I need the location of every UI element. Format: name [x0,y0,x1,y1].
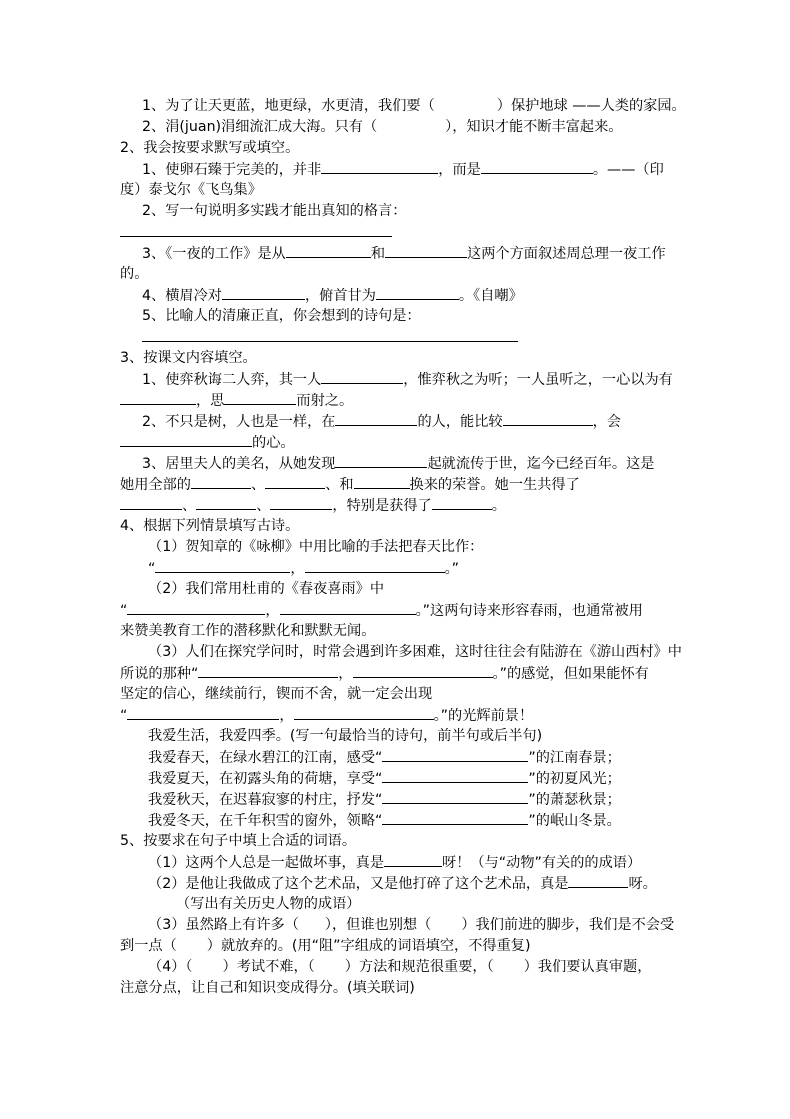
section-4-heading: 4、根据下列情景填写古诗。 [120,518,300,534]
q2-4-line: 4、横眉冷对 ，俯首甘为 。《自嘲》 [142,285,702,306]
q4-4-winter: 我爱冬天，在千年积雪的窗外，领略“ ”的岷山冬景。 [148,810,708,831]
q3-2-line: 2、不只是树，人也是一样，在 的人，能比较 ，会 [142,411,702,432]
q4-2-line: （2）我们常用杜甫的《春夜喜雨》中 [148,581,385,597]
blank[interactable] [353,663,493,678]
blank[interactable] [120,495,182,510]
q3-2-line-2: 的心。 [120,432,680,453]
q4-2-answer: “ ， 。”这两句诗来形容春雨，也通常被用 [120,600,680,621]
blank[interactable] [382,747,528,762]
section-2-heading: 2、我会按要求默写或填空。 [120,140,300,156]
q4-3-answer: “ ， 。”的光辉前景！ [120,705,680,726]
blank[interactable] [503,411,593,426]
q4-3-line-3: 坚定的信心，继续前行，锲而不舍，就一定会出现 [120,686,433,702]
blank[interactable] [384,852,442,867]
q2-3-line: 3、《一夜的工作》是从 和 这两个方面叙述周总理一夜工作 [142,243,702,264]
q4-3-line: （3）人们在探究学问时，时常会遇到许多困难，这时往往会有陆游在《游山西村》中 [148,644,682,660]
blank[interactable] [568,873,628,888]
q5-2-line-2: （写出有关历史人物的成语） [176,896,361,912]
blank[interactable] [321,369,403,384]
q3-3-line-2: 她用全部的 、 、和 换来的荣誉。她一生共得了 [120,474,680,495]
blank[interactable] [127,600,265,615]
q5-4-line: （4）（ ）考试不难，（ ）方法和规范很重要，（ ）我们要认真审题， [148,959,652,975]
q4-4-autumn: 我爱秋天，在迟暮寂寥的村庄，抒发“ ”的萧瑟秋景； [148,789,708,810]
blank[interactable] [120,390,196,405]
blank[interactable] [382,789,528,804]
blank[interactable] [270,495,332,510]
blank[interactable] [335,453,427,468]
q3-3-line-3: 、 、 ，特别是获得了 。 [120,495,680,516]
blank[interactable] [432,495,492,510]
blank[interactable] [196,495,256,510]
q5-3-line-2: 到一点（ ）就放弃的。(用“阻”字组成的词语填空，不得重复) [120,938,531,954]
q2-5-line: 5、比喻人的清廉正直，你会想到的诗句是： [142,308,421,324]
q4-4-intro: 我爱生活，我爱四季。(写一句最恰当的诗句，前半句或后半句) [148,728,543,744]
blank[interactable] [376,285,459,300]
q4-4-summer: 我爱夏天，在初露头角的荷塘，享受“ ”的初夏风光； [148,768,708,789]
blank[interactable] [385,243,467,258]
q5-2-line: （2）是他让我做成了这个艺术品，又是他打碎了这个艺术品，真是 呀。 [148,873,708,894]
q5-4-line-2: 注意分点，让自己和知识变成得分。(填关联词) [120,980,415,996]
blank[interactable] [222,285,305,300]
blank[interactable] [120,432,252,447]
q3-1-line-2: ，思 而射之。 [120,390,680,411]
q2-1-line: 1、使卵石臻于完美的，并非 ，而是 。——（印 [142,159,702,180]
section-5-heading: 5、按要求在句子中填上合适的词语。 [120,833,357,849]
blank[interactable] [265,474,325,489]
q2-1-line-2: 度）泰戈尔《飞鸟集》 [120,182,262,198]
blank[interactable] [280,600,416,615]
q2-5-answer-line[interactable] [142,327,702,348]
q4-4-spring: 我爱春天，在绿水碧江的江南，感受“ ”的江南春景； [148,747,708,768]
q5-1-line: （1）这两个人总是一起做坏事，真是 呀！（与“动物”有关的的成语） [148,852,708,873]
blank[interactable] [198,663,338,678]
q3-1-line: 1、使弈秋诲二人弈，其一人 ，惟弈秋之为听；一人虽听之，一心以为有 [142,369,702,390]
q4-1-line: （1）贺知章的《咏柳》中用比喻的手法把春天比作： [148,539,484,555]
blank[interactable] [294,705,434,720]
blank[interactable] [286,243,371,258]
q3-3-line: 3、居里夫人的美名，从她发现 起就流传于世，迄今已经百年。这是 [142,453,702,474]
q2-2-answer-line[interactable] [120,222,680,243]
q4-3-line-2: 所说的那种“ ， 。”的感觉，但如果能怀有 [120,663,680,684]
q4-1-answer: “ ， 。” [148,558,708,579]
blank[interactable] [191,474,251,489]
q2-2-line: 2、写一句说明多实践才能出真知的格言： [142,203,407,219]
blank[interactable] [155,558,290,573]
q1-line-1: 1、为了让天更蓝，地更绿，水更清，我们要（ ）保护地球 ——人类的家园。 [142,98,686,114]
blank[interactable] [382,810,528,825]
blank[interactable] [321,159,438,174]
blank[interactable] [127,705,279,720]
q5-3-line: （3）虽然路上有许多（ ），但谁也别想（ ）我们前进的脚步，我们是不会受 [148,917,675,933]
blank[interactable] [481,159,593,174]
blank[interactable] [305,558,445,573]
section-3-heading: 3、按课文内容填空。 [120,350,257,366]
blank[interactable] [354,474,410,489]
blank[interactable] [335,411,417,426]
q4-2-line-2: 来赞美教育工作的潜移默化和默默无闻。 [120,623,376,639]
blank[interactable] [382,768,528,783]
blank[interactable] [224,390,296,405]
q2-3-line-2: 的。 [120,266,149,282]
q1-line-2: 2、涓(juan)涓细流汇成大海。只有（ ），知识才能不断丰富起来。 [142,119,623,135]
